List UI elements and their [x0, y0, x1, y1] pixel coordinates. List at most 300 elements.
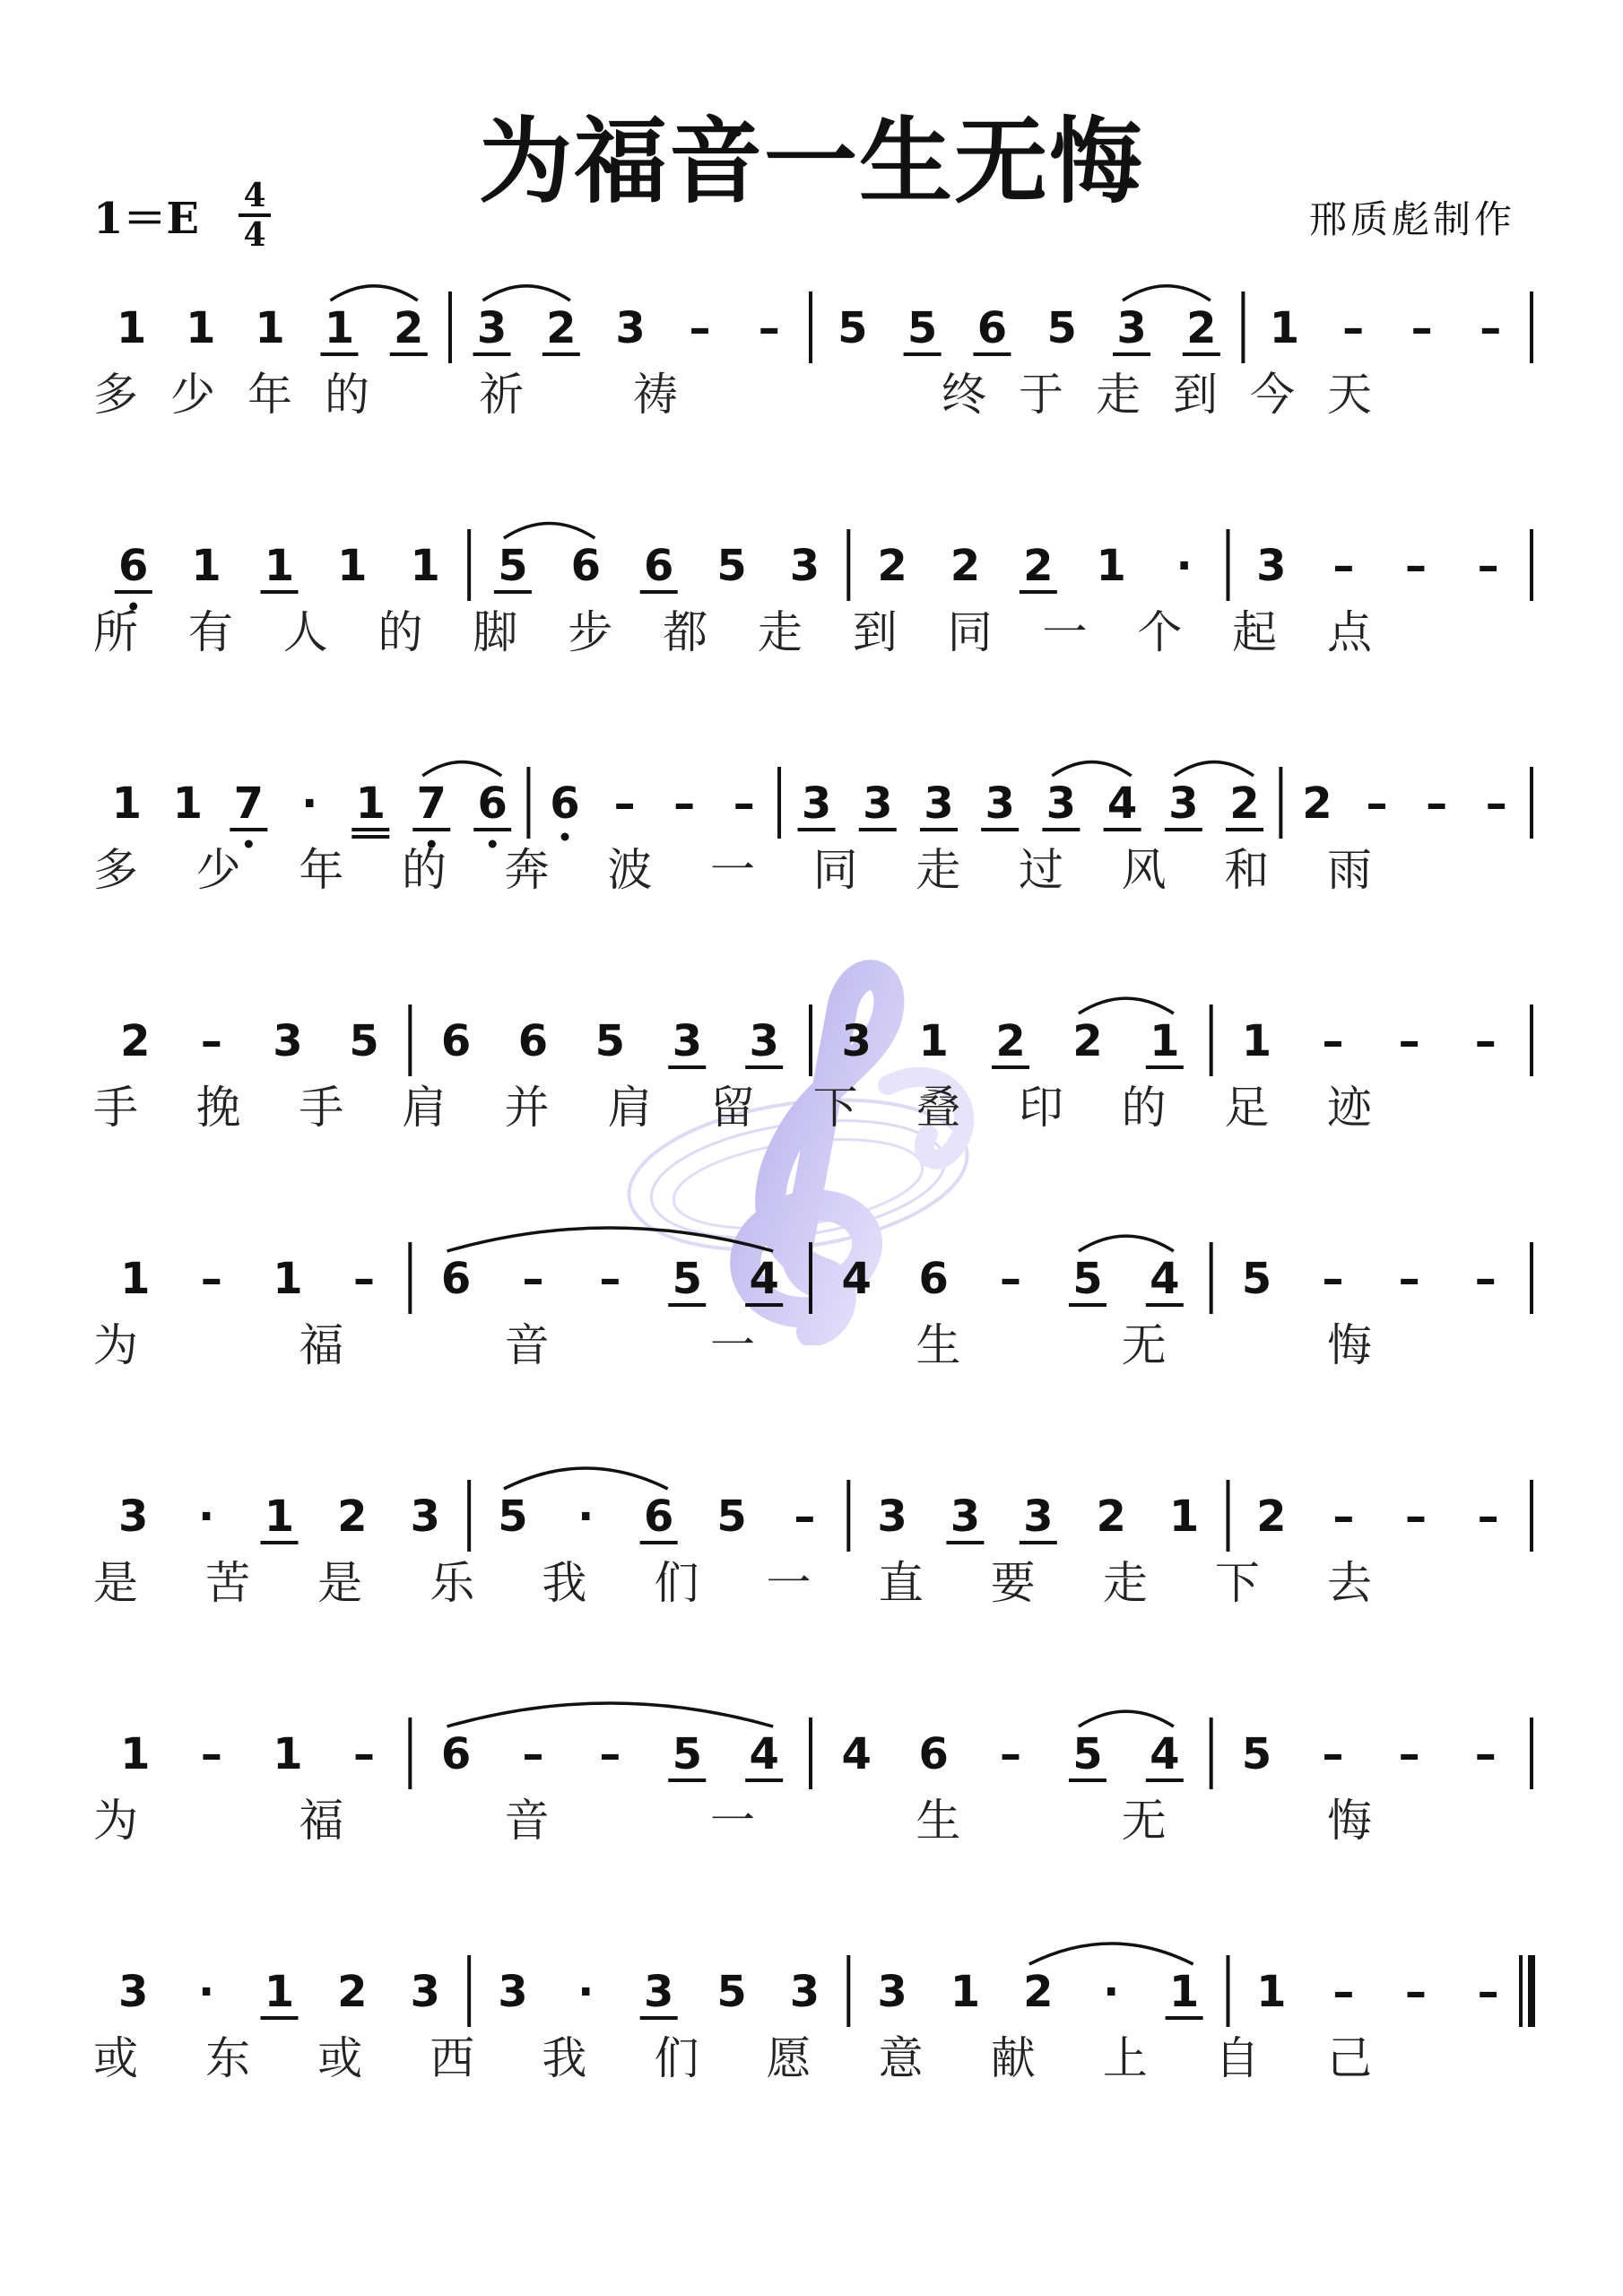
measure: [118, 1967, 440, 2018]
slur: [447, 1228, 774, 1251]
lyric-char: 生: [916, 1319, 961, 1371]
note: 2: [394, 303, 424, 353]
note: ·: [1176, 541, 1193, 591]
note: 5: [1241, 1254, 1272, 1304]
measure: [441, 1016, 783, 1067]
key-signature: 1＝E: [93, 194, 199, 244]
note: 1: [1269, 303, 1300, 353]
score-line: [93, 523, 1532, 658]
note: 1: [111, 778, 143, 829]
lyric-char: 到: [1173, 369, 1218, 421]
note: 1: [1168, 1967, 1200, 2017]
note: –: [353, 1254, 376, 1304]
lyric-char: 西: [430, 2032, 475, 2084]
score-line: [93, 1944, 1532, 2084]
slur: [1079, 998, 1174, 1013]
slur: [504, 1468, 668, 1489]
note: 2: [120, 1016, 151, 1066]
measure: [1242, 1729, 1497, 1779]
note: 5: [716, 1967, 747, 2017]
measure: [842, 1236, 1184, 1305]
measure: [117, 286, 428, 354]
note: 4: [841, 1254, 872, 1304]
note: 2: [1229, 778, 1260, 829]
note: –: [1332, 1967, 1355, 2017]
note: 5: [716, 541, 747, 591]
lyric-char: 是: [317, 1557, 363, 1609]
note: 3: [789, 1967, 820, 2017]
lyric-char: 人: [282, 606, 328, 658]
note: 2: [1302, 778, 1332, 829]
note: –: [1426, 778, 1448, 829]
lyric-char: 我: [542, 2032, 587, 2084]
measure: [120, 1729, 375, 1779]
measure: [1242, 1254, 1497, 1304]
measure: [120, 1016, 379, 1066]
lyric-char: 叠: [916, 1082, 961, 1134]
note: –: [1322, 1254, 1344, 1304]
note: 2: [995, 1016, 1026, 1066]
lyric-char: 少: [170, 369, 215, 421]
note: 2: [1072, 1016, 1103, 1066]
measure: [877, 541, 1192, 592]
lyric-char: 下: [1214, 1557, 1260, 1609]
lyric-char: 的: [1121, 1082, 1167, 1134]
note: 6: [550, 778, 580, 829]
lyric-char: 多: [93, 369, 138, 421]
note: –: [1485, 778, 1507, 829]
note: 3: [498, 1967, 528, 2017]
note: 1: [273, 1729, 303, 1779]
lyric-char: 走: [757, 606, 803, 658]
note: ·: [198, 1967, 215, 2017]
note: 1: [191, 541, 221, 591]
note: –: [1322, 1729, 1344, 1779]
note: –: [1398, 1254, 1420, 1304]
lyric-char: 风: [1121, 844, 1167, 896]
slur: [447, 1703, 774, 1726]
lyric-char: 雨: [1327, 844, 1372, 896]
note: 6: [570, 541, 601, 591]
note: 3: [924, 778, 954, 829]
note: 6: [643, 541, 674, 591]
song-title: 为福音一生无悔: [478, 106, 1144, 216]
measure: [877, 1492, 1199, 1543]
lyric-char: 直: [878, 1557, 924, 1609]
note: 3: [273, 1016, 303, 1066]
note: 3: [1116, 303, 1147, 353]
note: 4: [749, 1254, 779, 1304]
note: 5: [672, 1729, 702, 1779]
note: 3: [1023, 1492, 1054, 1542]
note: 3: [1256, 541, 1287, 591]
note: 1: [1241, 1016, 1272, 1066]
time-signature-top: 4: [243, 177, 266, 214]
note: 1: [186, 303, 216, 353]
measure: [118, 1492, 440, 1543]
measure: [473, 286, 780, 354]
lyric-char: 手: [93, 1082, 138, 1134]
measure: [842, 998, 1184, 1067]
lyric-char: 为: [93, 1795, 138, 1847]
note: 6: [976, 303, 1008, 353]
note: 1: [255, 303, 285, 353]
lyric-char: 一: [766, 1557, 812, 1609]
note: –: [1474, 1254, 1497, 1304]
lyric-char: 悔: [1327, 1795, 1372, 1847]
note: 2: [1186, 303, 1217, 353]
slur: [1079, 1236, 1174, 1251]
note: 3: [1168, 778, 1199, 829]
note: 1: [264, 1492, 295, 1542]
note: –: [1405, 1967, 1428, 2017]
lyric-char: 同: [812, 844, 858, 896]
measure: [1302, 778, 1506, 829]
note: 5: [1072, 1254, 1103, 1304]
note: 6: [918, 1729, 949, 1779]
note: 1: [264, 1967, 295, 2017]
lyric-char: 的: [402, 844, 447, 896]
note: 6: [440, 1254, 472, 1304]
measure: [877, 1944, 1202, 2018]
measure: [1242, 1016, 1497, 1066]
lyric-char: 生: [916, 1795, 961, 1847]
note: 5: [498, 541, 528, 591]
lyric-char: 去: [1327, 1557, 1372, 1609]
note: 3: [643, 1967, 674, 2017]
lyric-char: 脚: [473, 606, 518, 658]
note: 1: [120, 1729, 151, 1779]
note: 6: [918, 1254, 949, 1304]
note: 4: [1150, 1729, 1180, 1779]
time-signature-bottom: 4: [243, 216, 266, 254]
measure: [798, 762, 1263, 830]
note: –: [353, 1729, 376, 1779]
note: 1: [1256, 1967, 1287, 2017]
note: 6: [440, 1729, 472, 1779]
note: 5: [1072, 1729, 1103, 1779]
note: 2: [546, 303, 577, 353]
lyric-char: 年: [299, 844, 344, 896]
lyric-char: 苦: [205, 1557, 251, 1609]
slur: [1175, 762, 1254, 776]
lyric-char: 自: [1214, 2032, 1260, 2084]
lyric-char: 乐: [430, 1557, 475, 1609]
measure: [838, 286, 1220, 354]
lyric-char: 所: [93, 606, 138, 658]
lyric-char: 意: [878, 2032, 924, 2084]
lyric-char: 印: [1019, 1082, 1063, 1134]
lyric-char: 的: [325, 369, 369, 421]
note: 1: [120, 1254, 151, 1304]
note: –: [1322, 1016, 1344, 1066]
note: 5: [838, 303, 868, 353]
note: 3: [877, 1967, 907, 2017]
measure: [120, 1254, 375, 1304]
note: 3: [863, 778, 893, 829]
lyric-char: 终: [942, 369, 986, 421]
lyric-char: 步: [568, 606, 613, 658]
note: 1: [1150, 1016, 1180, 1066]
lyric-char: 挽: [195, 1082, 241, 1134]
lyric-char: 天: [1327, 369, 1372, 421]
lyric-char: 的: [378, 606, 423, 658]
lyric-char: 并: [504, 1082, 550, 1134]
note: –: [522, 1254, 544, 1304]
lyric-char: 们: [654, 2032, 699, 2084]
lyric-char: 一: [1042, 606, 1088, 658]
lyric-char: 都: [663, 606, 708, 658]
lyric-char: 福: [299, 1319, 344, 1371]
measure: [441, 1228, 783, 1305]
note: –: [200, 1254, 222, 1304]
lyric-char: 愿: [766, 2032, 812, 2084]
note: 5: [498, 1492, 528, 1542]
note: 1: [324, 303, 355, 353]
lyric-char: 祷: [633, 369, 678, 421]
note: –: [200, 1016, 222, 1066]
note: 3: [476, 303, 508, 353]
lyric-char: 献: [990, 2032, 1036, 2084]
lower-octave-dot: [245, 840, 253, 848]
lyric-char: 手: [299, 1082, 344, 1134]
lyric-char: 们: [654, 1557, 699, 1609]
measure: [550, 778, 754, 841]
note: 5: [595, 1016, 626, 1066]
lyric-char: 起: [1232, 606, 1278, 658]
note: 1: [950, 1967, 981, 2017]
note: 3: [118, 1967, 149, 2017]
lyric-char: 足: [1224, 1082, 1270, 1134]
slur: [1123, 286, 1211, 300]
score-line: [93, 1468, 1532, 1609]
slur: [504, 523, 595, 538]
note: 3: [841, 1016, 872, 1066]
measure: [1256, 541, 1499, 591]
note: –: [1405, 1492, 1428, 1542]
lyric-char: 留: [710, 1082, 755, 1134]
note: –: [1474, 1016, 1497, 1066]
lyric-char: 一: [710, 1795, 755, 1847]
lyric-char: 肩: [607, 1082, 653, 1134]
score-line: [93, 1228, 1532, 1371]
lyric-char: 是: [93, 1557, 138, 1609]
note: 1: [355, 778, 386, 829]
note: 2: [337, 1967, 368, 2017]
lyric-char: 多: [93, 844, 138, 896]
lyric-char: 同: [947, 606, 993, 658]
note: 1: [172, 778, 204, 829]
note: 4: [749, 1729, 779, 1779]
lyric-char: 下: [812, 1082, 858, 1134]
lyric-char: 走: [1102, 1557, 1148, 1609]
lyric-char: 奔: [504, 844, 550, 896]
note: ·: [198, 1492, 215, 1542]
note: 6: [477, 778, 508, 829]
note: 6: [643, 1492, 674, 1542]
note: 3: [749, 1016, 779, 1066]
lyric-char: 年: [247, 369, 292, 421]
score-line: [93, 998, 1532, 1134]
lyric-char: 音: [504, 1319, 550, 1371]
note: –: [1000, 1254, 1022, 1304]
note: 5: [349, 1016, 379, 1066]
note: ·: [577, 1492, 595, 1542]
lyric-char: 走: [1096, 369, 1141, 421]
lower-octave-dot: [561, 833, 569, 841]
lyric-char: 一: [710, 844, 755, 896]
lyric-char: 无: [1121, 1319, 1167, 1371]
measure: [115, 541, 440, 611]
note: –: [1342, 303, 1365, 353]
lyric-char: 到: [852, 606, 898, 658]
note: 3: [615, 303, 646, 353]
score-line: [93, 1703, 1532, 1847]
note: ·: [301, 778, 318, 829]
measure: [1270, 303, 1501, 353]
note: 3: [410, 1492, 440, 1542]
note: –: [1398, 1016, 1420, 1066]
lyric-char: 为: [93, 1319, 138, 1371]
note: –: [1000, 1729, 1022, 1779]
note: –: [1332, 541, 1355, 591]
note: 3: [985, 778, 1015, 829]
note: 6: [118, 541, 149, 591]
note: 5: [1046, 303, 1077, 353]
note: –: [1477, 541, 1499, 591]
note: ·: [577, 1967, 595, 2017]
lyric-char: 福: [299, 1795, 344, 1847]
note: –: [794, 1492, 816, 1542]
note: –: [1405, 541, 1428, 591]
lyric-char: 走: [916, 844, 961, 896]
note: 5: [1241, 1729, 1272, 1779]
note: 4: [1107, 778, 1138, 829]
lyric-char: 迹: [1327, 1082, 1372, 1134]
note: 6: [517, 1016, 549, 1066]
note: 3: [801, 778, 832, 829]
note: 2: [337, 1492, 368, 1542]
lyric-char: 有: [187, 606, 233, 658]
note: –: [1332, 1492, 1355, 1542]
note: 3: [950, 1492, 981, 1542]
note: 3: [1046, 778, 1077, 829]
lyric-char: 一: [710, 1319, 755, 1371]
note: 5: [907, 303, 938, 353]
lyric-char: 或: [93, 2032, 138, 2084]
note: 3: [118, 1492, 149, 1542]
slur: [1052, 762, 1131, 776]
lyric-char: 上: [1102, 2032, 1148, 2084]
note: 2: [1023, 1967, 1054, 2017]
note: –: [1474, 1729, 1497, 1779]
note: –: [1398, 1729, 1420, 1779]
lyric-char: 悔: [1327, 1319, 1372, 1371]
note: ·: [1103, 1967, 1120, 2017]
lyric-char: 己: [1327, 2032, 1372, 2084]
slur: [422, 762, 501, 776]
note: –: [200, 1729, 222, 1779]
note: –: [1480, 303, 1502, 353]
note: –: [1477, 1492, 1499, 1542]
note: 1: [264, 541, 295, 591]
note: 7: [416, 778, 447, 829]
note: 2: [1096, 1492, 1126, 1542]
note: 4: [841, 1729, 872, 1779]
slur: [1079, 1711, 1174, 1726]
note: 1: [410, 541, 440, 591]
score-line: [93, 286, 1532, 421]
lyric-char: 于: [1019, 369, 1063, 421]
lyric-char: 少: [195, 844, 241, 896]
lyric-char: 今: [1250, 369, 1295, 421]
note: 3: [789, 541, 820, 591]
note: 1: [918, 1016, 949, 1066]
measure: [1256, 1492, 1499, 1542]
measure: [494, 523, 820, 592]
measure: [441, 1703, 783, 1780]
note: 4: [1150, 1254, 1180, 1304]
lyric-char: 肩: [402, 1082, 447, 1134]
slur: [483, 286, 570, 300]
lyric-char: 无: [1121, 1795, 1167, 1847]
lyric-char: 波: [607, 844, 653, 896]
lyric-char: 点: [1327, 606, 1372, 658]
note: 1: [1096, 541, 1126, 591]
note: 2: [1256, 1492, 1287, 1542]
note: 5: [672, 1254, 702, 1304]
slur: [330, 286, 417, 300]
lyric-char: 要: [990, 1557, 1036, 1609]
note: 7: [233, 778, 265, 829]
note: 2: [950, 541, 981, 591]
note: 1: [1168, 1492, 1200, 1542]
note: 1: [273, 1254, 303, 1304]
note: 2: [1023, 541, 1054, 591]
measure: [112, 762, 512, 848]
note: 6: [440, 1016, 472, 1066]
note: –: [522, 1729, 544, 1779]
lyric-char: 音: [504, 1795, 550, 1847]
note: 3: [410, 1967, 440, 2017]
note: –: [1366, 778, 1388, 829]
measure: [498, 1468, 815, 1543]
note: –: [599, 1254, 621, 1304]
measure: [842, 1711, 1184, 1780]
note: 1: [337, 541, 368, 591]
note: –: [689, 303, 711, 353]
lyric-char: 个: [1137, 606, 1183, 658]
lyric-char: 东: [205, 2032, 251, 2084]
lower-octave-dot: [489, 840, 497, 848]
measure: [1256, 1967, 1499, 2017]
lyric-char: 过: [1019, 844, 1063, 896]
lyric-char: 我: [542, 1557, 587, 1609]
lyric-char: 祈: [479, 369, 524, 421]
slur: [1029, 1944, 1193, 1964]
note: –: [1410, 303, 1433, 353]
measure: [498, 1967, 820, 2018]
note: 5: [716, 1492, 747, 1542]
note: 3: [877, 1492, 907, 1542]
note: –: [1477, 1967, 1499, 2017]
lyric-char: 和: [1224, 844, 1270, 896]
note: –: [599, 1729, 621, 1779]
note: 2: [877, 541, 907, 591]
lyric-char: 或: [317, 2032, 363, 2084]
note: –: [613, 778, 636, 829]
arranger-credit: 邢质彪制作: [1309, 197, 1516, 241]
